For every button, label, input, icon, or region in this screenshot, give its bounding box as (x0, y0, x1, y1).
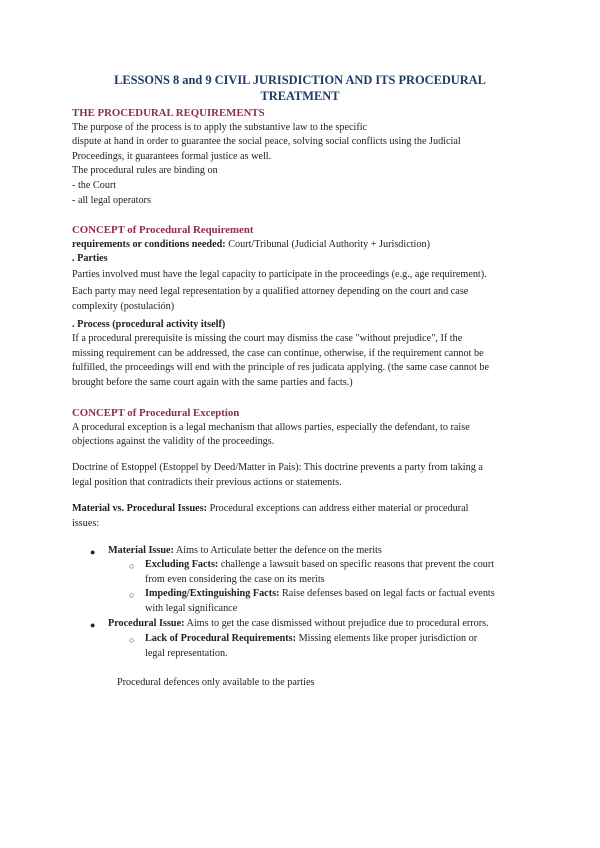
section-procedural-requirements (72, 106, 532, 208)
item-line (145, 558, 545, 573)
material-label: Material Issue: (108, 545, 174, 556)
paragraph-line: If a procedural prerequisite is missing the court may dismiss the case "without prejudice", If the (72, 333, 463, 345)
paragraph-line: Doctrine of Estoppel (Estoppel by Deed/Matter in Pais): This doctrine prevents a party from taking a (72, 462, 483, 473)
material-text: Aims to Articulate better the defence on the merits (173, 545, 382, 556)
impeding-text: Raise defenses based on legal facts or factual events (279, 588, 495, 599)
lack-label: Lack of Procedural Requirements: (145, 633, 297, 644)
requirements-line (72, 238, 532, 253)
list-item-lack-requirements (145, 632, 545, 661)
sub-bullet-icon: ○ (129, 590, 135, 600)
parties-heading: . Parties (72, 253, 108, 265)
title-line-2: TREATMENT (260, 89, 340, 103)
lack-text: Missing elements like proper jurisdiction or (296, 633, 478, 644)
closing-note: Procedural defences only available to the parties (117, 677, 315, 688)
item-line (145, 632, 545, 647)
paragraph-line: The procedural rules are binding on (72, 165, 218, 177)
procedural-text: Aims to get the case dismissed without prejudice due to procedural errors. (184, 618, 489, 629)
requirements-label: requirements or conditions needed: (72, 238, 226, 250)
estoppel-paragraph (72, 461, 532, 490)
paragraph-line: fulfilled, the proceedings will end with the principle of res judicata applying. (the same case cannot be (72, 362, 489, 374)
requirements-text: Court/Tribunal (Judicial Authority + Jurisdiction) (225, 238, 430, 250)
procedural-label: Procedural Issue: (108, 618, 185, 629)
bullet-icon: ● (90, 620, 96, 630)
title-line-1: LESSONS 8 and 9 CIVIL JURISDICTION AND ITS PROCEDURAL (114, 73, 486, 87)
list-item-excluding-facts (145, 558, 545, 587)
list-item: - all legal operators (72, 194, 151, 206)
sub-bullet-icon: ○ (129, 635, 135, 645)
paragraph-line: complexity (postulación) (72, 300, 175, 312)
list-item: - the Court (72, 179, 117, 191)
impeding-label: Impeding/Extinguishing Facts: (145, 588, 280, 599)
paragraph-line: A procedural exception is a legal mechanism that allows parties, especially the defendant, to raise (72, 421, 470, 433)
excluding-text: challenge a lawsuit based on specific reasons that prevent the court (218, 559, 495, 570)
list-item-impeding-facts (145, 587, 545, 616)
item-line (145, 587, 545, 602)
paragraph-line: dispute at hand in order to guarantee the social peace, solving social conflicts using the Judicial (72, 136, 461, 148)
bullet-icon: ● (90, 547, 96, 557)
section-concept-requirement (72, 223, 532, 391)
paragraph-line: Parties involved must have the legal capacity to participate in the proceedings (e.g., age requirement). (72, 268, 487, 280)
section-concept-exception (72, 406, 532, 450)
list-item-procedural (108, 617, 489, 632)
paragraph-line: brought before the same court again with the same parties and facts.) (72, 376, 353, 388)
item-line: from even considering the case on its merits (145, 573, 325, 585)
paragraph-line (72, 502, 532, 517)
paragraph-line: missing requirement can be addressed, the case can continue, otherwise, if the requirement cannot be (72, 347, 484, 359)
issues-label: Material vs. Procedural Issues: (72, 503, 208, 514)
process-heading: . Process (procedural activity itself) (72, 318, 226, 330)
excluding-label: Excluding Facts: (145, 559, 219, 570)
paragraph-line: legal position that contradicts their previous actions or statements. (72, 476, 342, 488)
section-heading: THE PROCEDURAL REQUIREMENTS (72, 107, 265, 119)
paragraph-line: Proceedings, it guarantees formal justice as well. (72, 150, 272, 162)
paragraph-line: Each party may need legal representation by a qualified attorney depending on the court and case (72, 286, 469, 298)
paragraph-line: The purpose of the process is to apply the substantive law to the specific (72, 121, 368, 133)
sub-bullet-icon: ○ (129, 561, 135, 571)
paragraph-line: issues: (72, 517, 100, 529)
section-heading: CONCEPT of Procedural Exception (72, 407, 240, 419)
item-line: legal representation. (145, 647, 228, 659)
list-item-material (108, 544, 382, 559)
issues-text: Procedural exceptions can address either material or procedural (207, 503, 469, 514)
item-line: with legal significance (145, 602, 238, 614)
paragraph-line: objections against the validity of the proceedings. (72, 436, 275, 448)
material-vs-procedural-paragraph (72, 502, 532, 531)
section-heading: CONCEPT of Procedural Requirement (72, 224, 254, 236)
document-title (72, 72, 528, 104)
